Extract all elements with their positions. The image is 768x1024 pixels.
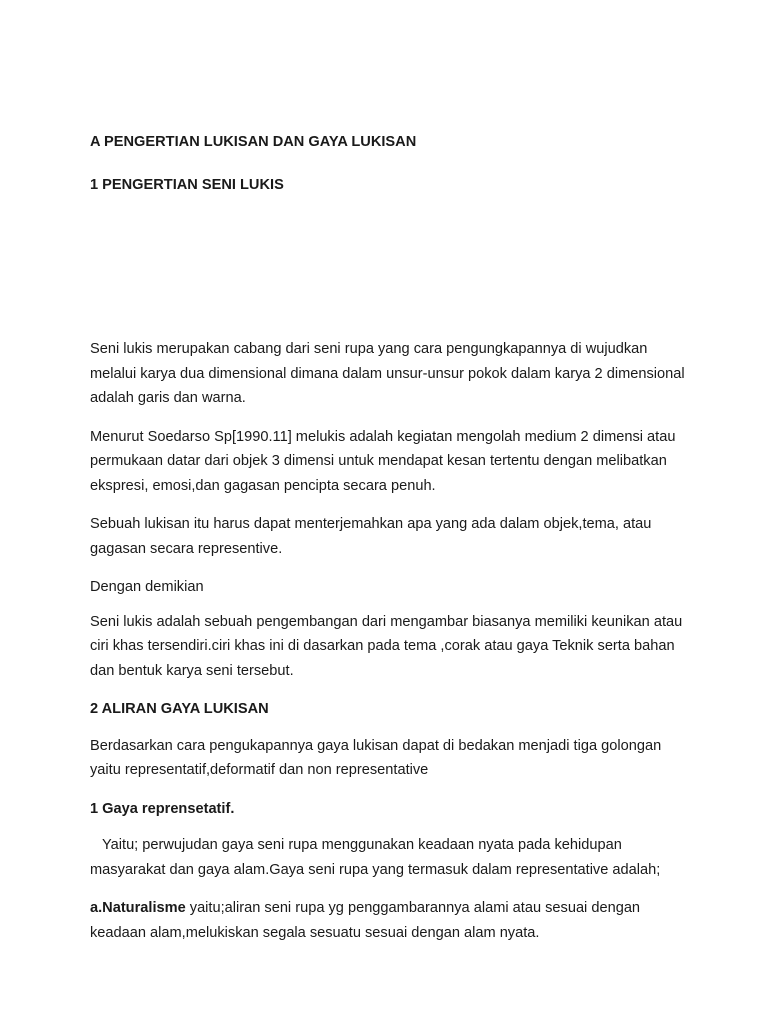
list-item-label: a.Naturalisme [90,900,186,916]
paragraph-dengan-demikian: Dengan demikian [90,579,204,595]
paragraph-soedarso: Menurut Soedarso Sp[1990.11] melukis adalah kegiatan mengolah medium 2 dimensi atau permukaan datar dari objek 3 dimensi untuk mendapat kesan tertentu dengan melibatkan ekspresi, emosi,dan gagasan pencipta secara penuh. [90,428,676,494]
subsection-heading-label: 1 Gaya reprensetatif [90,800,231,817]
section-heading-1: 1 PENGERTIAN SENI LUKIS [90,176,284,193]
paragraph-yaitu: Yaitu; perwujudan gaya seni rupa menggunakan keadaan nyata pada kehidupan masyarakat dan gaya alam.Gaya seni rupa yang termasuk dalam representative adalah; [90,837,661,878]
subsection-heading-representatif [90,797,690,822]
paragraph-representive: Sebuah lukisan itu harus dapat menterjemahkan apa yang ada dalam objek,tema, atau gagasan secara representive. [90,516,652,557]
list-item-naturalisme [90,896,690,945]
document-body [90,130,690,959]
paragraph-definition: Seni lukis merupakan cabang dari seni rupa yang cara pengungkapannya di wujudkan melalui karya dua dimensional dimana dalam unsur-unsur pokok dalam karya 2 dimensional adalah garis dan warna. [90,341,685,406]
paragraph-berdasarkan: Berdasarkan cara pengukapannya gaya lukisan dapat di bedakan menjadi tiga golongan yaitu representatif,deformatif dan non representative [90,737,662,778]
subsection-heading-suffix: . [230,800,235,817]
list-item-text: yaitu;aliran seni rupa yg penggambarannya alami atau sesuai dengan keadaan alam,melukiskan segala sesuatu sesuai dengan alam nyata. [90,900,641,941]
paragraph-pengembangan: Seni lukis adalah sebuah pengembangan dari mengambar biasanya memiliki keunikan atau ciri khas tersendiri.ciri khas ini di dasarkan pada tema ,corak atau gaya Teknik serta bahan dan bentuk karya seni tersebut. [90,613,683,679]
section-heading-2: 2 ALIRAN GAYA LUKISAN [90,701,269,717]
section-heading-a: A PENGERTIAN LUKISAN DAN GAYA LUKISAN [90,134,417,150]
